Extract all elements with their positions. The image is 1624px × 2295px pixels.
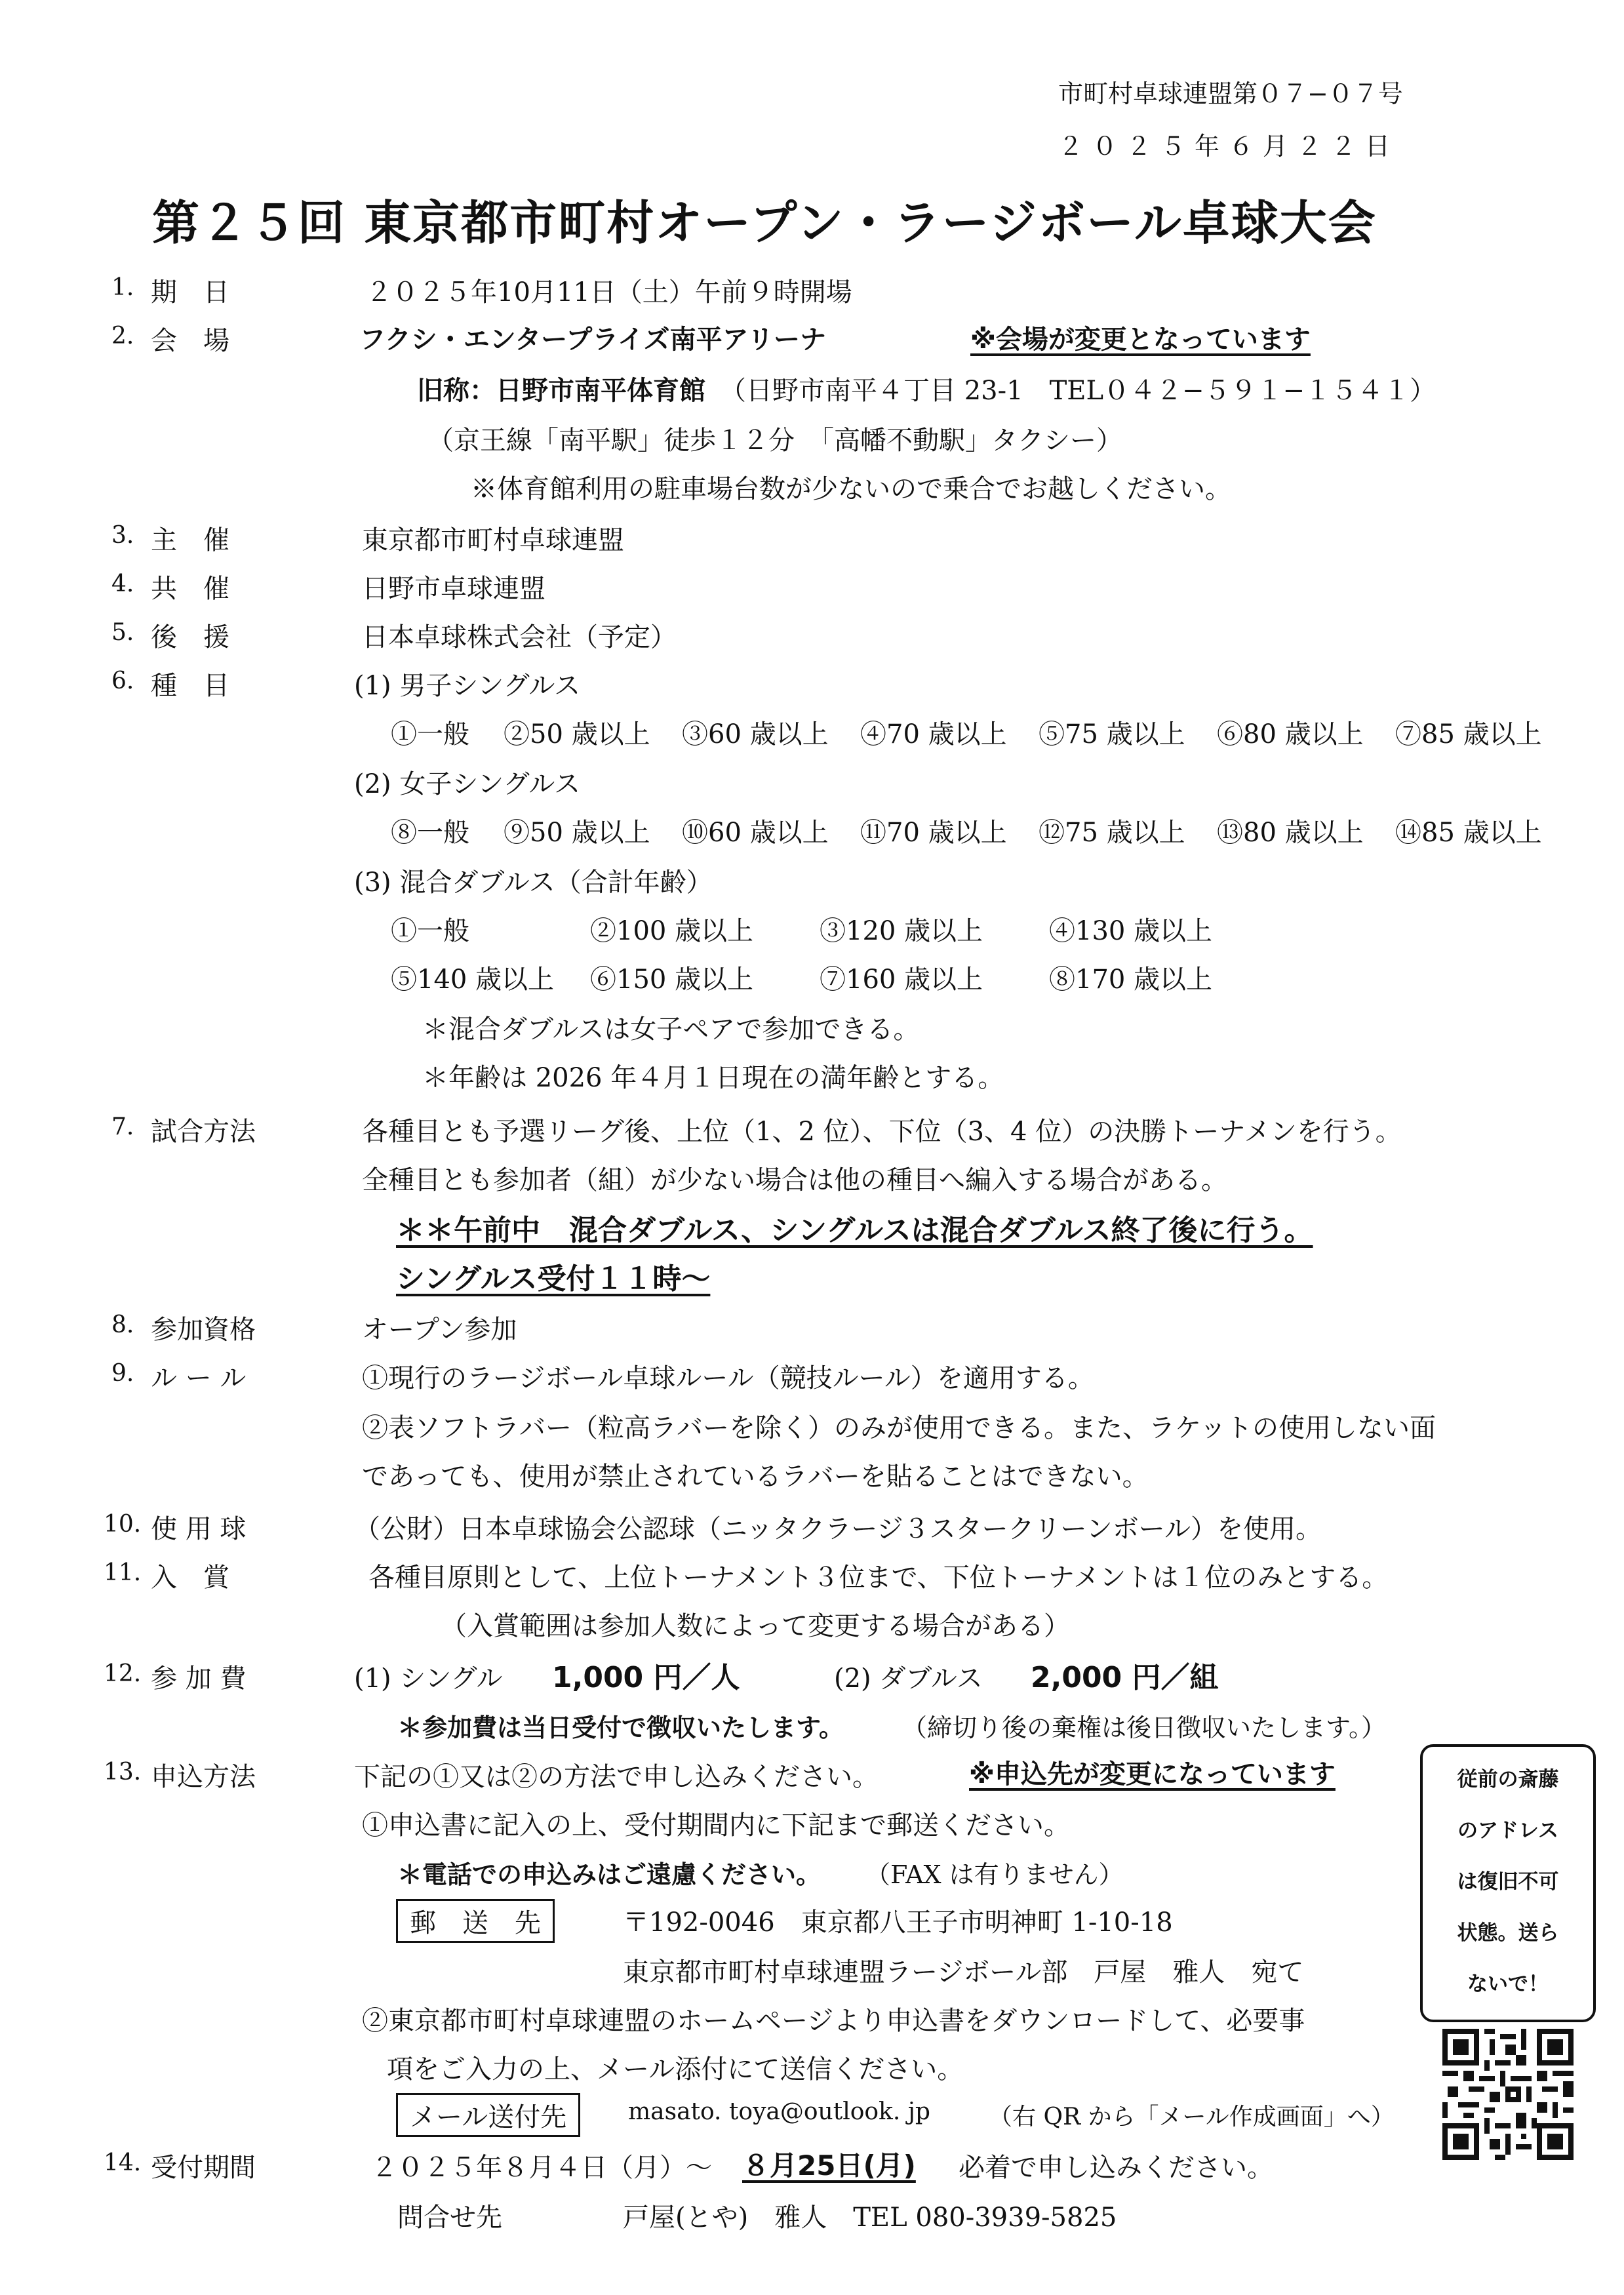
apply-intro: 下記の①又は②の方法で申し込みください。: [354, 1762, 879, 1792]
venue-address: （日野市南平４丁目 23-1 TEL０４２−５９１−１５４１）: [720, 376, 1436, 406]
apply-method-2-cont: 項をご入力の上、メール添付にて送信ください。: [387, 2054, 964, 2085]
sponsor-value: 日本卓球株式会社（予定）: [362, 622, 677, 652]
period-start: ２０２５年８月４日（月）〜: [371, 2153, 712, 2183]
item-label-fee: 参 加 費: [151, 1664, 247, 1694]
event-category: ⑦160 歳以上: [820, 965, 983, 995]
event-category: ⑤75 歳以上: [1039, 719, 1185, 749]
age-note: ＊年齢は 2026 年４月１日現在の満年齢とする。: [422, 1063, 1004, 1093]
event-category: ⑬80 歳以上: [1217, 818, 1364, 848]
period-deadline: ８月25日(月): [742, 2149, 916, 2182]
email-label: メール送付先: [396, 2093, 580, 2137]
mail-address-label: 郵 送 先: [396, 1899, 555, 1943]
item-label-co-organizer: 共 催: [151, 574, 229, 604]
postal-address: 〒192-0046 東京都八王子市明神町 1-10-18: [623, 1907, 1173, 1938]
fee-single-label: (1) シングル: [354, 1664, 503, 1694]
event-category: ⑭85 歳以上: [1395, 818, 1542, 848]
event-category: ⑥80 歳以上: [1217, 719, 1364, 749]
event-category: ③60 歳以上: [682, 719, 829, 749]
period-suffix: 必着で申し込みください。: [959, 2153, 1273, 2183]
venue-change-notice: ※会場が変更となっています: [970, 325, 1311, 355]
address-warning-box: [1420, 1744, 1596, 2022]
event-category: ④130 歳以上: [1049, 916, 1213, 946]
event-category: ②100 歳以上: [590, 916, 754, 946]
format-emphasis: ＊＊午前中 混合ダブルス、シングルスは混合ダブルス終了後に行う。: [396, 1214, 1313, 1247]
format-emphasis: シングルス受付１１時〜: [396, 1262, 711, 1296]
men-singles-title: (1) 男子シングルス: [354, 671, 581, 701]
document-date: ２０２５年６月２２日: [1058, 132, 1400, 161]
apply-method-1: ①申込書に記入の上、受付期間内に下記まで郵送ください。: [362, 1810, 1070, 1841]
page-title: 第２５回 東京都市町村オープン・ラージボール卓球大会: [152, 195, 1377, 250]
item-number: 1.: [111, 274, 134, 301]
recipient: 東京都市町村卓球連盟ラージボール部 戸屋 雅人 宛て: [623, 1957, 1304, 1987]
warning-line: 従前の斎藤: [1457, 1768, 1559, 1791]
item-number: 3.: [111, 522, 134, 549]
item-label-organizer: 主 催: [151, 525, 229, 555]
prizes-line: 各種目原則として、上位トーナメント３位まで、下位トーナメントは１位のみとする。: [368, 1563, 1389, 1593]
contact-value: 戸屋(とや) 雅人 TEL 080-3939-5825: [623, 2203, 1117, 2233]
event-category: ②50 歳以上: [504, 719, 650, 749]
item-number: 13.: [104, 1759, 142, 1786]
item-number: 7.: [111, 1113, 134, 1140]
qr-note: （右 QR から「メール作成画面」へ）: [989, 2104, 1395, 2130]
event-category: ⑧一般: [391, 818, 469, 848]
venue-former-name: 旧称：日野市南平体育館: [417, 376, 705, 406]
fee-single-value: 1,000 円／人: [552, 1661, 740, 1694]
item-label-ball: 使 用 球: [151, 1514, 247, 1544]
warning-line: のアドレス: [1457, 1819, 1559, 1843]
fax-note: （FAX は有りません）: [865, 1860, 1124, 1889]
apply-method-2: ②東京都市町村卓球連盟のホームページより申込書をダウンロードして、必要事: [362, 2006, 1305, 2036]
venue-name: フクシ・エンタープライズ南平アリーナ: [359, 325, 826, 355]
item-label-eligibility: 参加資格: [151, 1315, 256, 1345]
fee-note: ＊参加費は当日受付で徴収いたします。: [397, 1713, 844, 1742]
format-line: 各種目とも予選リーグ後、上位（1、2 位）、下位（3、4 位）の決勝トーナメンを行う。: [362, 1117, 1402, 1147]
item-label-rules: ル ー ル: [151, 1363, 247, 1393]
rules-line: であっても、使用が禁止されているラバーを貼ることはできない。: [362, 1462, 1149, 1492]
email-address[interactable]: masato. toya@outlook. jp: [628, 2098, 930, 2125]
warning-line: は復旧不可: [1457, 1870, 1559, 1894]
rules-line: ②表ソフトラバー（粒高ラバーを除く）のみが使用できる。また、ラケットの使用しない面: [362, 1413, 1436, 1443]
contact-label: 問合せ先: [397, 2203, 502, 2233]
item-number: 6.: [111, 668, 134, 694]
item-label-date: 期 日: [151, 277, 229, 308]
event-category: ⑦85 歳以上: [1395, 719, 1542, 749]
warning-line: 状態。送ら: [1457, 1921, 1559, 1945]
event-category: ①一般: [391, 719, 469, 749]
event-category: ⑪70 歳以上: [860, 818, 1007, 848]
rules-line: ①現行のラージボール卓球ルール（競技ルール）を適用する。: [362, 1363, 1094, 1393]
item-number: 10.: [104, 1511, 142, 1538]
event-category: ⑤140 歳以上: [391, 965, 555, 995]
organizer-value: 東京都市町村卓球連盟: [362, 525, 624, 555]
eligibility-value: オープン参加: [362, 1315, 517, 1345]
qr-code-icon[interactable]: [1442, 2029, 1574, 2160]
document-number: 市町村卓球連盟第０７−０７号: [1058, 79, 1403, 108]
women-singles-title: (2) 女子シングルス: [354, 769, 581, 799]
item-label-prizes: 入 賞: [151, 1563, 229, 1593]
item-label-format: 試合方法: [151, 1117, 256, 1147]
event-category: ⑩60 歳以上: [682, 818, 829, 848]
item-number: 11.: [104, 1559, 142, 1586]
event-category: ③120 歳以上: [820, 916, 983, 946]
prizes-line: （入賞範囲は参加人数によって変更する場合がある）: [441, 1611, 1070, 1641]
parking-note: ※体育館利用の駐車場台数が少ないので乗合でお越しください。: [471, 474, 1231, 504]
item-label-period: 受付期間: [151, 2153, 256, 2183]
venue-access: （京王線「南平駅」徒歩１２分 「高幡不動駅」タクシー）: [427, 426, 1122, 456]
event-category: ⑫75 歳以上: [1039, 818, 1185, 848]
item-number: 2.: [111, 323, 134, 349]
event-category: ①一般: [391, 916, 469, 946]
format-line: 全種目とも参加者（組）が少ない場合は他の種目へ編入する場合がある。: [362, 1165, 1227, 1195]
item-number: 5.: [111, 619, 134, 646]
event-category: ⑨50 歳以上: [504, 818, 650, 848]
item-label-events: 種 目: [151, 671, 229, 701]
item-number: 4.: [111, 570, 134, 597]
item-number: 8.: [111, 1311, 134, 1338]
fee-double-value: 2,000 円／組: [1031, 1661, 1219, 1694]
warning-line: ないで！: [1467, 1972, 1549, 1996]
mixed-doubles-title: (3) 混合ダブルス（合計年齢）: [354, 868, 713, 898]
phone-note: ＊電話での申込みはご遠慮ください。: [397, 1860, 822, 1889]
event-category: ⑥150 歳以上: [590, 965, 754, 995]
fee-note-rest: （締切り後の棄権は後日徴収いたします。）: [902, 1713, 1386, 1742]
event-category: ④70 歳以上: [860, 719, 1007, 749]
apply-change-notice: ※申込先が変更になっています: [969, 1759, 1336, 1789]
event-category: ⑧170 歳以上: [1049, 965, 1213, 995]
item-number: 12.: [104, 1660, 142, 1687]
item-label-sponsor: 後 援: [151, 622, 229, 652]
mixed-note: ＊混合ダブルスは女子ペアで参加できる。: [422, 1014, 920, 1045]
item-label-venue: 会 場: [151, 326, 229, 356]
item-label-apply: 申込方法: [151, 1762, 256, 1792]
event-date: ２０２５年10月11日（土）午前９時開場: [366, 277, 852, 308]
item-number: 14.: [104, 2149, 142, 2176]
item-number: 9.: [111, 1360, 134, 1387]
ball-value: （公財）日本卓球協会公認球（ニッタクラージ３スタークリーンボール）を使用。: [354, 1514, 1322, 1544]
co-organizer-value: 日野市卓球連盟: [362, 574, 545, 604]
fee-double-label: (2) ダブルス: [834, 1664, 983, 1694]
